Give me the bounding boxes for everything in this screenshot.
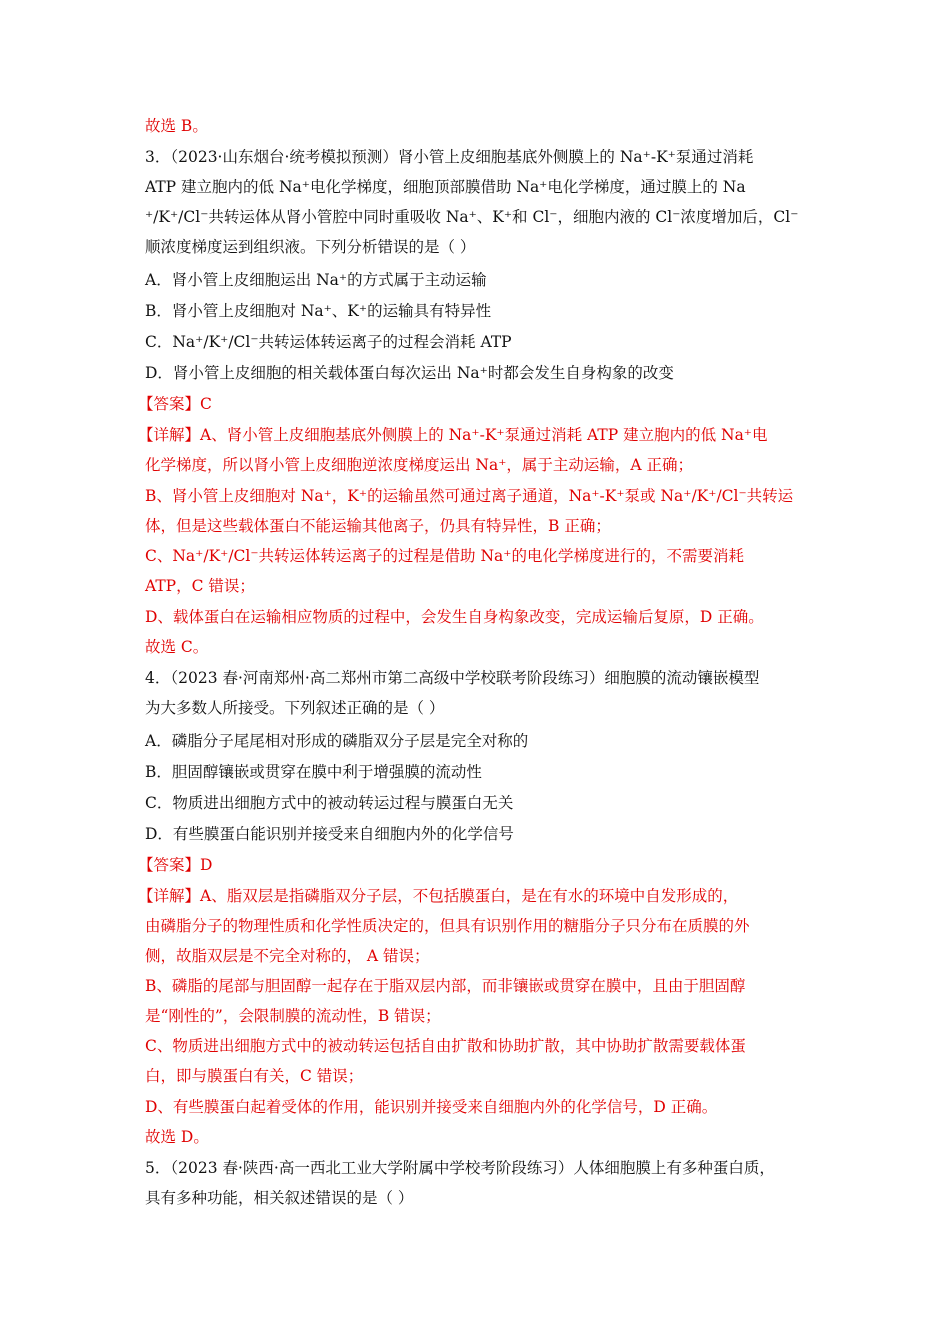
q4-explanation-line: 白，即与膜蛋白有关，C 错误； — [145, 1067, 364, 1085]
q4-stem-line: 4．（2023 春·河南郑州·高二郑州市第二高级中学校联考阶段练习）细胞膜的流动镶嵌模型 — [145, 669, 760, 687]
q3-explanation-line: 【详解】A、肾小管上皮细胞基底外侧膜上的 Na⁺-K⁺泵通过消耗 ATP 建立胞内的低 Na⁺电 — [138, 426, 768, 444]
q3-explanation-line: 化学梯度，所以肾小管上皮细胞逆浓度梯度运出 Na⁺，属于主动运输，A 正确； — [145, 456, 694, 474]
q4-conclusion: 故选 D。 — [145, 1128, 209, 1146]
q3-explanation-line: 体，但是这些载体蛋白不能运输其他离子，仍具有特异性，B 正确； — [145, 517, 611, 535]
q3-stem-line: 3．（2023·山东烟台·统考模拟预测）肾小管上皮细胞基底外侧膜上的 Na⁺-K⁺泵通过消耗 — [145, 148, 754, 166]
q4-option-b: B．胆固醇镶嵌或贯穿在膜中利于增强膜的流动性 — [145, 763, 482, 781]
q3-option-a: A．肾小管上皮细胞运出 Na⁺的方式属于主动运输 — [145, 271, 487, 289]
q3-answer: 【答案】C — [138, 395, 212, 413]
q3-explanation-line: B、肾小管上皮细胞对 Na⁺，K⁺的运输虽然可通过离子通道，Na⁺-K⁺泵或 Na⁺/K⁺/Cl⁻共转运 — [145, 487, 794, 505]
q4-explanation-line: 是“刚性的”，会限制膜的流动性，B 错误； — [145, 1007, 441, 1025]
q3-explanation-line: ATP，C 错误； — [145, 577, 255, 595]
q3-stem-line: 顺浓度梯度运到组织液。下列分析错误的是（ ） — [145, 238, 476, 256]
q4-explanation-line: 侧，故脂双层是不完全对称的， A 错误； — [145, 947, 430, 965]
q5-stem-line: 具有多种功能，相关叙述错误的是（ ） — [145, 1189, 414, 1207]
q4-stem-line: 为大多数人所接受。下列叙述正确的是（ ） — [145, 699, 445, 717]
q4-explanation-line: D、有些膜蛋白起着受体的作用，能识别并接受来自细胞内外的化学信号，D 正确。 — [145, 1098, 718, 1116]
q4-explanation-line: C、物质进出细胞方式中的被动转运包括自由扩散和协助扩散，其中协助扩散需要载体蛋 — [145, 1037, 746, 1055]
q3-stem-line: ATP 建立胞内的低 Na⁺电化学梯度，细胞顶部膜借助 Na⁺电化学梯度，通过膜上的 Na — [145, 178, 746, 196]
q3-option-d: D．肾小管上皮细胞的相关载体蛋白每次运出 Na⁺时都会发生自身构象的改变 — [145, 364, 674, 382]
q4-explanation-line: 由磷脂分子的物理性质和化学性质决定的，但具有识别作用的糖脂分子只分布在质膜的外 — [145, 917, 750, 935]
q3-conclusion: 故选 C。 — [145, 638, 209, 656]
q4-option-d: D．有些膜蛋白能识别并接受来自细胞内外的化学信号 — [145, 825, 514, 843]
q3-stem-line: ⁺/K⁺/Cl⁻共转运体从肾小管腔中同时重吸收 Na⁺、K⁺和 Cl⁻，细胞内液的 Cl⁻浓度增加后，Cl⁻ — [145, 208, 799, 226]
q4-answer: 【答案】D — [138, 856, 213, 874]
q4-explanation-line: B、磷脂的尾部与胆固醇一起存在于脂双层内部，而非镶嵌或贯穿在膜中，且由于胆固醇 — [145, 977, 746, 995]
q4-option-c: C．物质进出细胞方式中的被动转运过程与膜蛋白无关 — [145, 794, 514, 812]
q5-stem-line: 5．（2023 春·陕西·高一西北工业大学附属中学校考阶段练习）人体细胞膜上有多种蛋白质， — [145, 1159, 775, 1177]
q4-explanation-line: 【详解】A、脂双层是指磷脂双分子层，不包括膜蛋白，是在有水的环境中自发形成的， — [138, 887, 739, 905]
q3-option-b: B．肾小管上皮细胞对 Na⁺、K⁺的运输具有特异性 — [145, 302, 492, 320]
q3-explanation-line: D、载体蛋白在运输相应物质的过程中，会发生自身构象改变，完成运输后复原，D 正确。 — [145, 608, 764, 626]
q3-option-c: C．Na⁺/K⁺/Cl⁻共转运体转运离子的过程会消耗 ATP — [145, 333, 512, 351]
q2-conclusion: 故选 B。 — [145, 117, 208, 135]
q4-option-a: A．磷脂分子尾尾相对形成的磷脂双分子层是完全对称的 — [145, 732, 529, 750]
q3-explanation-line: C、Na⁺/K⁺/Cl⁻共转运体转运离子的过程是借助 Na⁺的电化学梯度进行的，不需要消耗 — [145, 547, 744, 565]
